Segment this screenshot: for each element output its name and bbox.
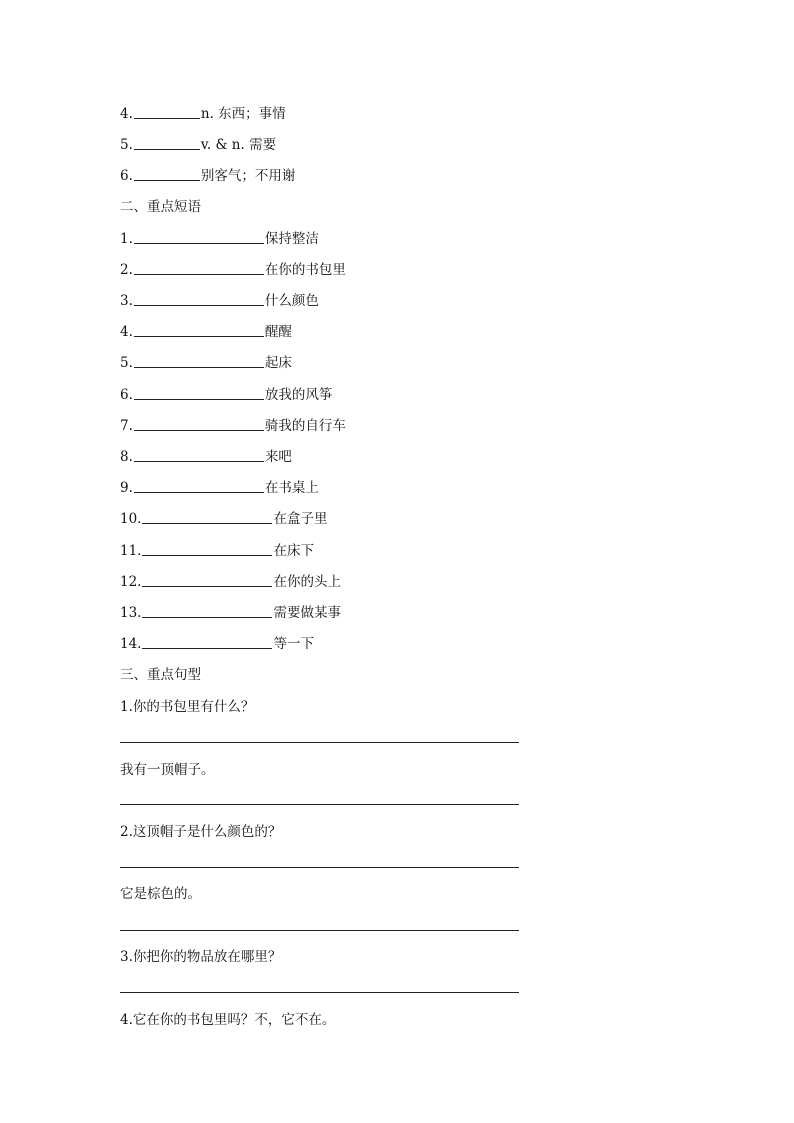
item-number: 12. — [120, 574, 142, 590]
answer-line[interactable] — [120, 804, 519, 805]
phrase-meaning: 骑我的自行车 — [264, 418, 346, 434]
answer-blank[interactable] — [142, 616, 272, 618]
phrase-meaning: 在你的头上 — [273, 574, 341, 590]
phrase-item — [120, 351, 292, 371]
item-meaning: v. & n. 需要 — [200, 137, 277, 153]
item-number: 14. — [120, 636, 142, 652]
item-number: 3. — [120, 293, 133, 309]
phrase-item — [120, 601, 341, 621]
sentence-prompt — [120, 1008, 335, 1028]
phrase-item — [120, 289, 319, 309]
answer-blank[interactable] — [142, 585, 272, 587]
phrase-meaning: 在书桌上 — [264, 480, 319, 496]
item-number: 13. — [120, 605, 142, 621]
item-number: 8. — [120, 449, 133, 465]
answer-blank[interactable] — [134, 304, 264, 306]
item-meaning: n. 东西；事情 — [200, 106, 286, 122]
item-number: 11. — [120, 543, 142, 559]
phrase-meaning: 来吧 — [264, 449, 292, 465]
item-number: 4. — [120, 324, 133, 340]
answer-blank[interactable] — [134, 148, 200, 150]
item-number: 5. — [120, 355, 133, 371]
section-title: 三、重点句型 — [120, 667, 201, 683]
phrase-item — [120, 507, 327, 527]
phrase-meaning: 需要做某事 — [273, 605, 341, 621]
answer-line[interactable] — [120, 992, 519, 993]
section-heading-phrases — [120, 195, 201, 215]
sentence-text: 我有一顶帽子。 — [120, 762, 215, 778]
answer-blank[interactable] — [134, 179, 200, 181]
item-number: 7. — [120, 418, 133, 434]
answer-blank[interactable] — [134, 460, 264, 462]
sentence-prompt — [120, 695, 254, 715]
phrase-meaning: 保持整洁 — [264, 231, 319, 247]
phrase-meaning: 醒醒 — [264, 324, 292, 340]
phrase-meaning: 放我的风筝 — [264, 387, 333, 403]
answer-blank[interactable] — [134, 117, 200, 119]
phrase-meaning: 在床下 — [273, 543, 314, 559]
sentence-prompt — [120, 820, 281, 840]
sentence-text: 4.它在你的书包里吗？不，它不在。 — [120, 1012, 336, 1028]
phrase-item — [120, 383, 332, 403]
phrase-meaning: 什么颜色 — [264, 293, 319, 309]
item-number: 4. — [120, 106, 133, 122]
phrase-item — [120, 476, 319, 496]
phrase-meaning: 等一下 — [273, 636, 314, 652]
answer-blank[interactable] — [134, 335, 264, 337]
phrase-item — [120, 539, 314, 559]
item-number: 1. — [120, 231, 133, 247]
section-heading-sentences — [120, 663, 201, 683]
section-title: 二、重点短语 — [120, 199, 201, 215]
answer-blank[interactable] — [134, 491, 264, 493]
answer-blank[interactable] — [134, 398, 264, 400]
phrase-item — [120, 632, 314, 652]
vocab-item — [120, 164, 295, 184]
sentence-text: 2.这顶帽子是什么颜色的？ — [120, 824, 282, 840]
phrase-item — [120, 258, 346, 278]
item-number: 6. — [120, 387, 133, 403]
answer-blank[interactable] — [134, 273, 264, 275]
phrase-meaning: 起床 — [264, 355, 292, 371]
answer-line[interactable] — [120, 742, 519, 743]
answer-blank[interactable] — [134, 242, 264, 244]
sentence-prompt — [120, 882, 201, 902]
phrase-item — [120, 320, 292, 340]
item-number: 10. — [120, 511, 142, 527]
sentence-text: 3.你把你的物品放在哪里？ — [120, 949, 282, 965]
answer-blank[interactable] — [142, 647, 272, 649]
phrase-item — [120, 445, 292, 465]
phrase-item — [120, 227, 319, 247]
sentence-text: 它是棕色的。 — [120, 886, 201, 902]
answer-blank[interactable] — [142, 522, 272, 524]
sentence-prompt — [120, 945, 281, 965]
answer-line[interactable] — [120, 867, 519, 868]
vocab-item — [120, 133, 276, 153]
item-number: 2. — [120, 262, 133, 278]
phrase-meaning: 在你的书包里 — [264, 262, 346, 278]
item-meaning: 别客气；不用谢 — [200, 168, 296, 184]
item-number: 9. — [120, 480, 133, 496]
answer-line[interactable] — [120, 930, 519, 931]
answer-blank[interactable] — [134, 429, 264, 431]
phrase-item — [120, 414, 346, 434]
vocab-item — [120, 102, 286, 122]
item-number: 5. — [120, 137, 133, 153]
sentence-text: 1.你的书包里有什么？ — [120, 699, 255, 715]
sentence-prompt — [120, 758, 215, 778]
phrase-meaning: 在盒子里 — [273, 511, 328, 527]
phrase-item — [120, 570, 341, 590]
answer-blank[interactable] — [142, 554, 272, 556]
answer-blank[interactable] — [134, 366, 264, 368]
item-number: 6. — [120, 168, 133, 184]
